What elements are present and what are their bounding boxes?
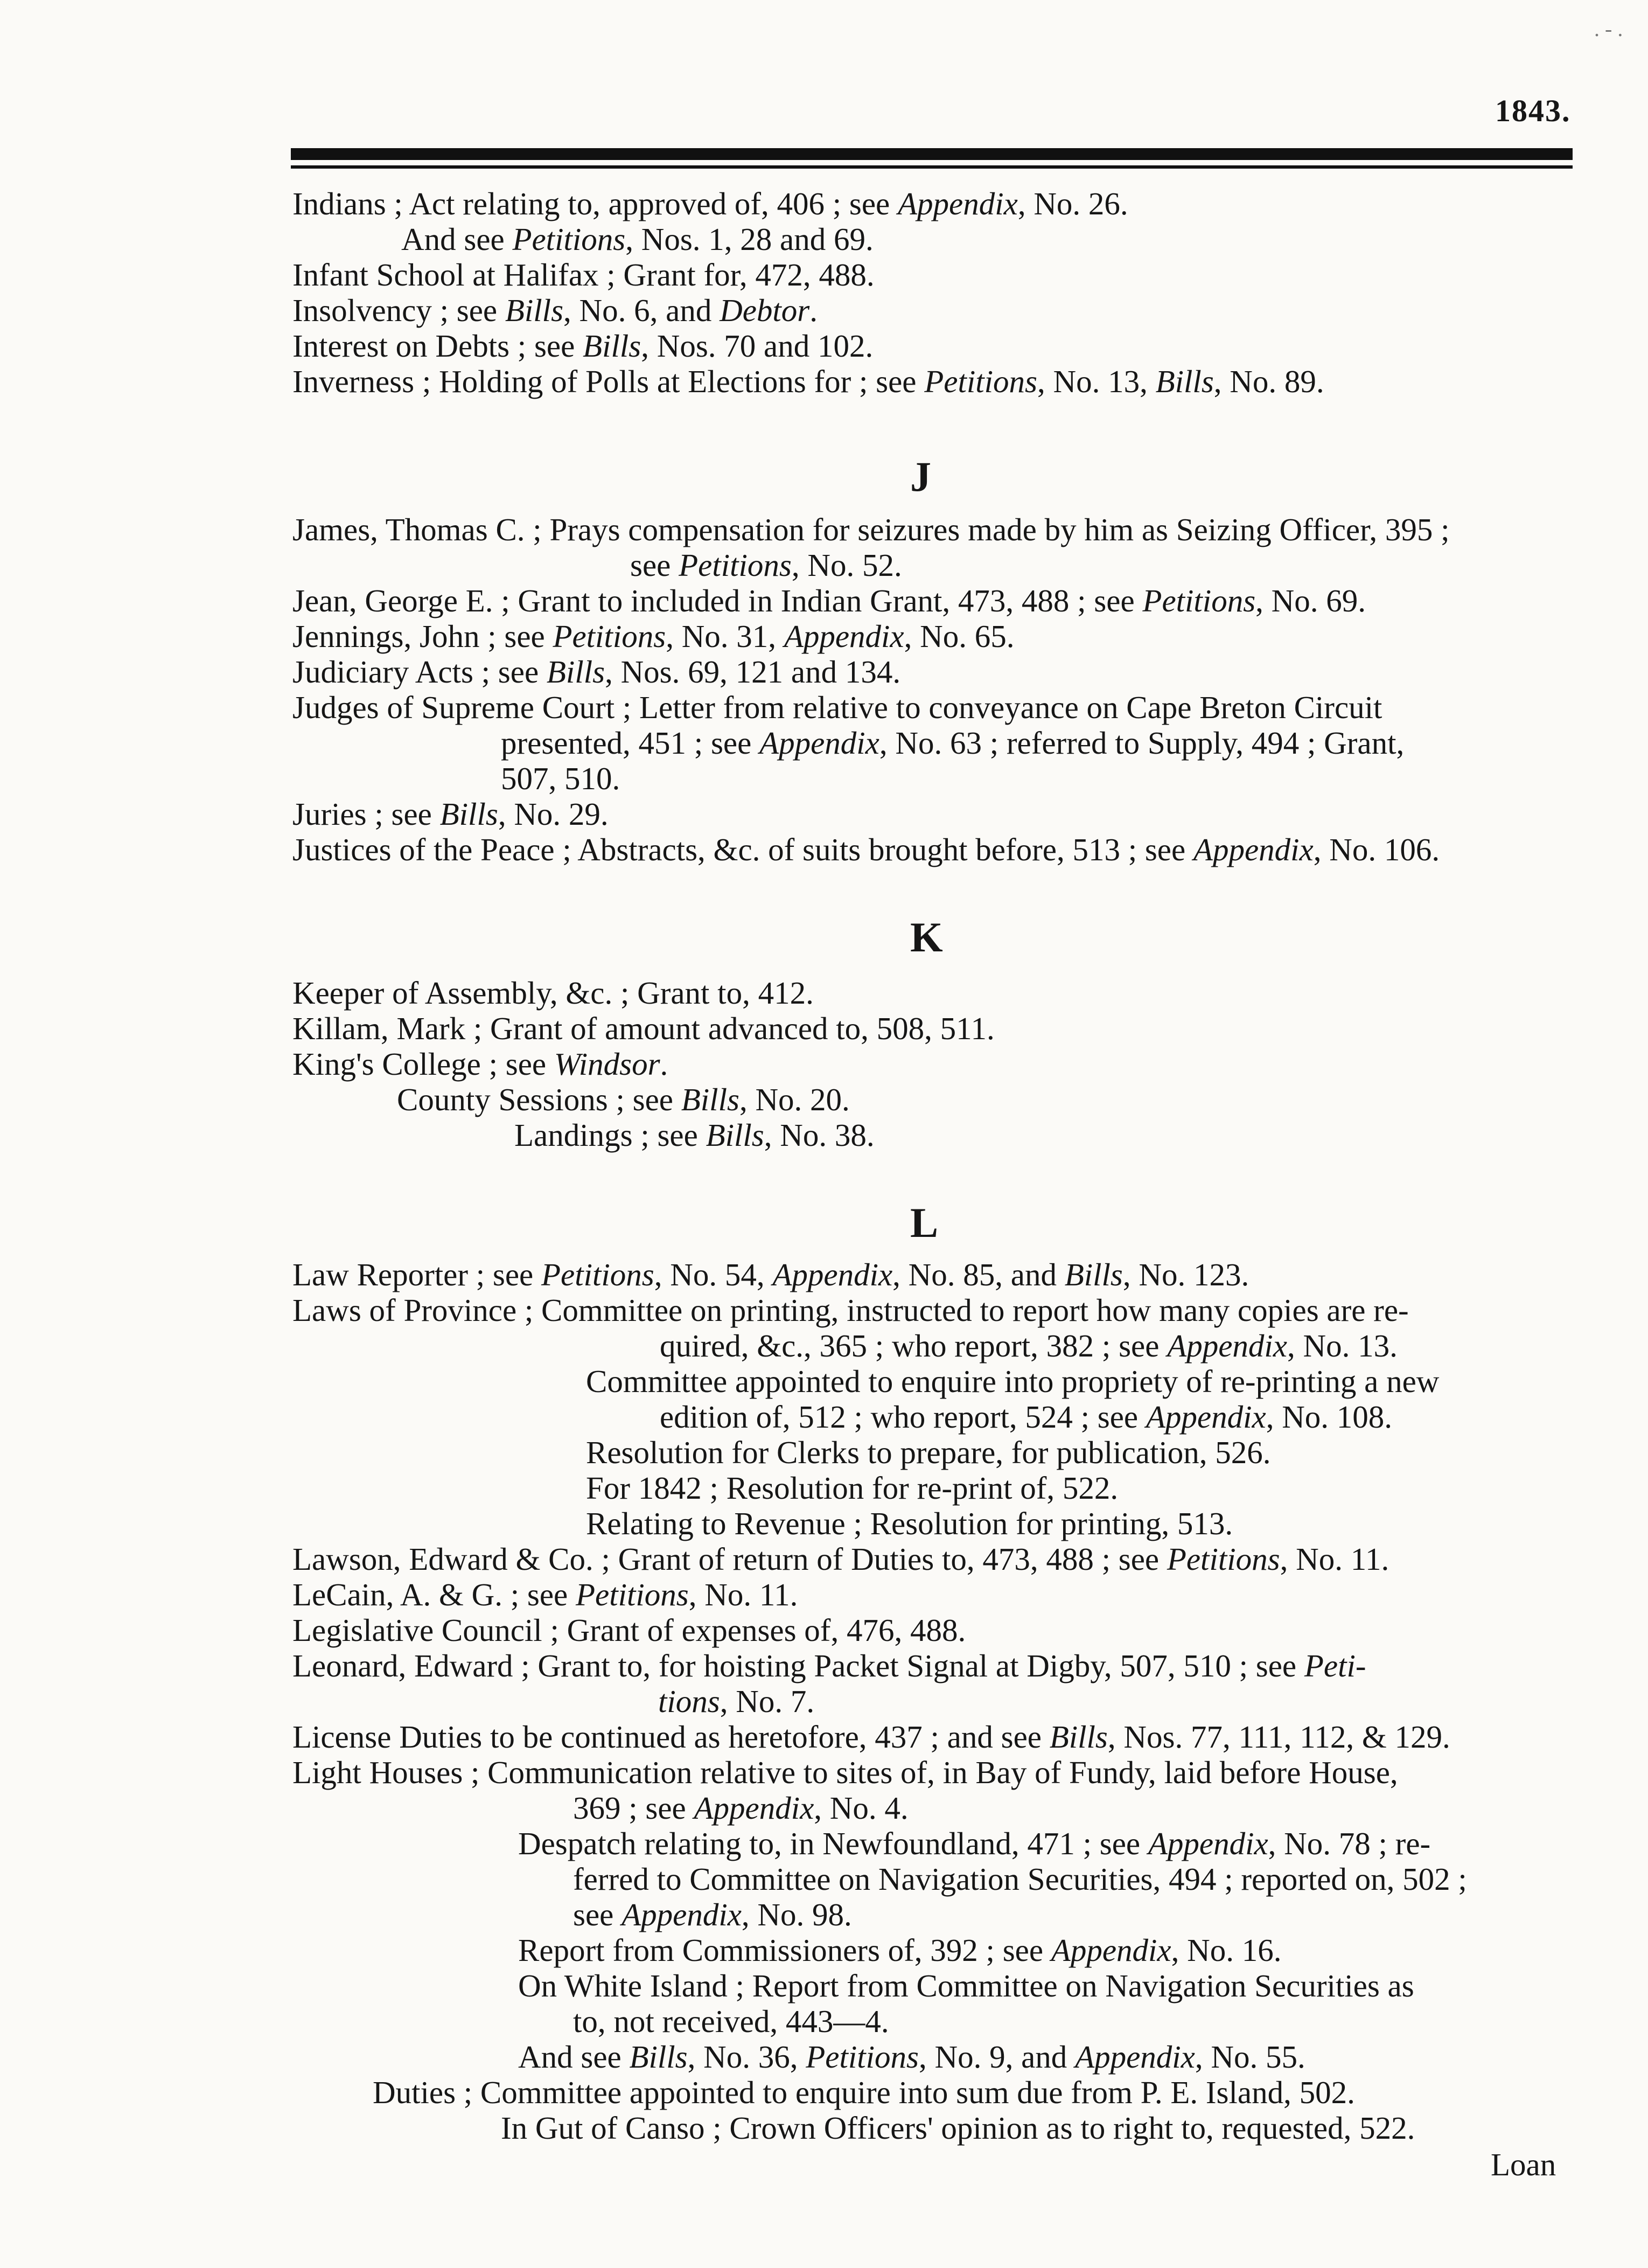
entry-text: .	[809, 293, 818, 328]
index-entry	[292, 328, 873, 364]
entry-text: , Nos. 1, 28 and 69.	[625, 221, 874, 257]
entry-text: , No. 6, and	[563, 293, 720, 328]
cross-reference: Petitions	[679, 547, 792, 583]
index-subentry	[373, 2075, 1355, 2110]
cross-reference: Appendix	[1075, 2039, 1195, 2075]
cross-reference: Appendix	[1051, 1932, 1171, 1968]
cross-reference: tions	[658, 1683, 720, 1719]
cross-reference: Appendix	[772, 1257, 893, 1292]
index-subentry	[518, 1968, 1414, 2003]
entry-text: Justices of the Peace ; Abstracts, &c. of suits brought before, 513 ; see	[292, 832, 1193, 867]
entry-text: Leonard, Edward ; Grant to, for hoisting Packet Signal at Digby, 507, 510 ; see	[292, 1648, 1304, 1683]
entry-text: Legislative Council ; Grant of expenses of, 476, 488.	[292, 1612, 966, 1648]
entry-text: Light Houses ; Communication relative to sites of, in Bay of Fundy, laid before House,	[292, 1755, 1398, 1790]
cross-reference: Appendix	[1193, 832, 1314, 867]
entry-text: , Nos. 77, 111, 112, & 129.	[1107, 1719, 1450, 1755]
index-entry	[292, 1541, 1389, 1577]
index-subentry	[573, 1861, 1467, 1897]
index-subentry	[573, 1897, 852, 1932]
entry-text: , No. 11.	[688, 1577, 798, 1612]
cross-reference: Petitions	[1142, 583, 1256, 618]
index-entry	[292, 1612, 966, 1648]
catchword	[1491, 2147, 1556, 2182]
entry-text: , No. 11.	[1280, 1541, 1389, 1577]
entry-text: Resolution for Clerks to prepare, for publication, 526.	[586, 1435, 1271, 1470]
entry-text: , No. 106.	[1313, 832, 1440, 867]
entry-text: , No. 108.	[1266, 1399, 1393, 1435]
cross-reference: Bills	[439, 796, 498, 832]
entry-text: Duties ; Committee appointed to enquire into sum due from P. E. Island, 502.	[373, 2075, 1355, 2110]
entry-text: LeCain, A. & G. ; see	[292, 1577, 576, 1612]
entry-text: And see	[401, 221, 513, 257]
cross-reference: Appendix	[1146, 1399, 1266, 1435]
index-entry	[292, 512, 1450, 547]
index-entry	[292, 583, 1366, 618]
entry-text: Lawson, Edward & Co. ; Grant of return of Duties to, 473, 488 ; see	[292, 1541, 1167, 1577]
entry-text: , No. 69.	[1255, 583, 1366, 618]
cross-reference: Peti-	[1304, 1648, 1366, 1683]
entry-text: Keeper of Assembly, &c. ; Grant to, 412.	[292, 975, 814, 1011]
entry-text: County Sessions ; see	[397, 1082, 681, 1117]
entry-text: Despatch relating to, in Newfoundland, 471 ; see	[518, 1826, 1148, 1861]
page-year: 1843.	[1495, 93, 1571, 128]
index-subentry	[586, 1363, 1439, 1399]
section-letter-j: J	[910, 453, 931, 500]
entry-text: And see	[518, 2039, 630, 2075]
section-letter-l: L	[910, 1199, 939, 1246]
header-rule-thick	[291, 148, 1573, 160]
entry-text: , No. 13,	[1037, 364, 1156, 399]
entry-text: , Nos. 69, 121 and 134.	[605, 654, 901, 690]
entry-text: , No. 65.	[904, 618, 1015, 654]
cross-reference: Bills	[546, 654, 605, 690]
cross-reference: Bills	[1064, 1257, 1123, 1292]
index-entry	[292, 796, 609, 832]
index-entry	[292, 1046, 668, 1082]
entry-text: , No. 7.	[720, 1683, 815, 1719]
index-subentry	[401, 221, 874, 257]
entry-text: , No. 36,	[687, 2039, 806, 2075]
entry-text: Interest on Debts ; see	[292, 328, 583, 364]
entry-text: , No. 52.	[791, 547, 902, 583]
cross-reference: Petitions	[512, 221, 626, 257]
index-subentry	[501, 761, 620, 796]
cross-reference: Appendix	[1148, 1826, 1268, 1861]
index-entry	[292, 975, 814, 1011]
entry-text: see	[573, 1897, 622, 1932]
entry-text: , No. 20.	[739, 1082, 850, 1117]
index-entry	[292, 690, 1382, 725]
index-subentry	[518, 2039, 1305, 2075]
entry-text: Laws of Province ; Committee on printing, instructed to report how many copies are re-	[292, 1292, 1409, 1328]
entry-text: , No. 55.	[1195, 2039, 1305, 2075]
index-subentry	[586, 1435, 1271, 1470]
print-speck: . ‐ .	[1594, 17, 1623, 41]
cross-reference: Petitions	[541, 1257, 654, 1292]
index-subentry	[514, 1117, 875, 1153]
entry-text: presented, 451 ; see	[501, 725, 760, 761]
index-entry	[292, 1648, 1366, 1683]
entry-text: Landings ; see	[514, 1117, 706, 1153]
entry-text: Killam, Mark ; Grant of amount advanced to, 508, 511.	[292, 1011, 995, 1046]
cross-reference: Petitions	[806, 2039, 919, 2075]
entry-text: .	[660, 1046, 668, 1082]
index-entry	[292, 1755, 1398, 1790]
entry-text: In Gut of Canso ; Crown Officers' opinion as to right to, requested, 522.	[501, 2110, 1415, 2146]
entry-text: Judges of Supreme Court ; Letter from relative to conveyance on Cape Breton Circuit	[292, 690, 1382, 725]
entry-text: to, not received, 443—4.	[573, 2003, 889, 2039]
cross-reference: Bills	[706, 1117, 764, 1153]
index-subentry	[501, 725, 1404, 761]
entry-text: Law Reporter ; see	[292, 1257, 541, 1292]
cross-reference: Appendix	[694, 1790, 814, 1826]
entry-text: , No. 78 ; re-	[1268, 1826, 1431, 1861]
entry-text: edition of, 512 ; who report, 524 ; see	[660, 1399, 1146, 1435]
index-entry	[292, 1577, 798, 1612]
entry-text: , No. 89.	[1213, 364, 1324, 399]
index-entry	[292, 654, 900, 690]
entry-text: , No. 54,	[654, 1257, 773, 1292]
cross-reference: Debtor	[720, 293, 810, 328]
entry-text: , No. 13.	[1287, 1328, 1398, 1363]
index-entry	[292, 618, 1014, 654]
entry-text: 369 ; see	[573, 1790, 694, 1826]
index-subentry	[586, 1506, 1233, 1541]
entry-text: Report from Commissioners of, 392 ; see	[518, 1932, 1051, 1968]
entry-text: Jennings, John ; see	[292, 618, 553, 654]
cross-reference: Bills	[1049, 1719, 1108, 1755]
entry-text: , No. 38.	[764, 1117, 875, 1153]
entry-text: Judiciary Acts ; see	[292, 654, 547, 690]
cross-reference: Bills	[681, 1082, 739, 1117]
entry-text: License Duties to be continued as heretofore, 437 ; and see	[292, 1719, 1050, 1755]
entry-text: , Nos. 70 and 102.	[641, 328, 874, 364]
entry-text: , No. 4.	[814, 1790, 909, 1826]
cross-reference: Bills	[629, 2039, 688, 2075]
index-subentry	[660, 1399, 1392, 1435]
cross-reference: Petitions	[553, 618, 666, 654]
index-subentry	[630, 547, 902, 583]
entry-text: Jean, George E. ; Grant to included in Indian Grant, 473, 488 ; see	[292, 583, 1143, 618]
index-subentry	[660, 1328, 1398, 1363]
entry-text: Loan	[1491, 2147, 1556, 2182]
index-subentry	[573, 2003, 889, 2039]
index-entry	[292, 186, 1128, 221]
cross-reference: Bills	[1155, 364, 1214, 399]
entry-text: Infant School at Halifax ; Grant for, 472, 488.	[292, 257, 875, 293]
index-subentry	[586, 1470, 1118, 1506]
entry-text: King's College ; see	[292, 1046, 554, 1082]
index-subentry	[573, 1790, 909, 1826]
entry-text: , No. 123.	[1122, 1257, 1249, 1292]
entry-text: , No. 63 ; referred to Supply, 494 ; Grant,	[879, 725, 1405, 761]
entry-text: For 1842 ; Resolution for re-print of, 522.	[586, 1470, 1119, 1506]
entry-text: ferred to Committee on Navigation Securities, 494 ; reported on, 502 ;	[573, 1861, 1467, 1897]
cross-reference: Petitions	[576, 1577, 689, 1612]
entry-text: , No. 9, and	[919, 2039, 1076, 2075]
index-entry	[292, 1011, 995, 1046]
entry-text: Insolvency ; see	[292, 293, 505, 328]
cross-reference: Bills	[583, 328, 641, 364]
entry-text: Committee appointed to enquire into propriety of re-printing a new	[586, 1363, 1440, 1399]
entry-text: Indians ; Act relating to, approved of, 406 ; see	[292, 186, 898, 221]
entry-text: , No. 29.	[498, 796, 609, 832]
section-letter-k: K	[910, 914, 943, 961]
entry-text: , No. 85, and	[892, 1257, 1065, 1292]
entry-text: , No. 98.	[741, 1897, 852, 1932]
index-entry	[292, 832, 1440, 867]
entry-text: , No. 26.	[1017, 186, 1128, 221]
entry-text: Relating to Revenue ; Resolution for printing, 513.	[586, 1506, 1233, 1541]
index-subentry	[397, 1082, 850, 1117]
cross-reference: Appendix	[622, 1897, 742, 1932]
entry-text: Inverness ; Holding of Polls at Elections for ; see	[292, 364, 925, 399]
index-entry	[292, 293, 818, 328]
index-subentry	[658, 1683, 814, 1719]
index-subentry	[501, 2110, 1415, 2146]
index-subentry	[518, 1932, 1281, 1968]
header-rule-thin	[291, 165, 1573, 169]
cross-reference: Appendix	[784, 618, 904, 654]
cross-reference: Petitions	[924, 364, 1037, 399]
cross-reference: Bills	[505, 293, 564, 328]
index-entry	[292, 1292, 1409, 1328]
entry-text: Juries ; see	[292, 796, 440, 832]
index-entry	[292, 1257, 1249, 1292]
index-entry	[292, 364, 1324, 399]
cross-reference: Petitions	[1167, 1541, 1280, 1577]
entry-text: On White Island ; Report from Committee on Navigation Securities as	[518, 1968, 1414, 2003]
cross-reference: Appendix	[1167, 1328, 1287, 1363]
index-subentry	[518, 1826, 1430, 1861]
cross-reference: Windsor	[554, 1046, 660, 1082]
cross-reference: Appendix	[759, 725, 879, 761]
entry-text: 507, 510.	[501, 761, 620, 796]
cross-reference: Appendix	[898, 186, 1018, 221]
entry-text: quired, &c., 365 ; who report, 382 ; see	[660, 1328, 1168, 1363]
entry-text: see	[630, 547, 679, 583]
index-entry	[292, 1719, 1450, 1755]
index-entry	[292, 257, 875, 293]
entry-text: , No. 31,	[666, 618, 784, 654]
entry-text: , No. 16.	[1171, 1932, 1282, 1968]
entry-text: James, Thomas C. ; Prays compensation for seizures made by him as Seizing Officer, 395 ;	[292, 512, 1450, 547]
